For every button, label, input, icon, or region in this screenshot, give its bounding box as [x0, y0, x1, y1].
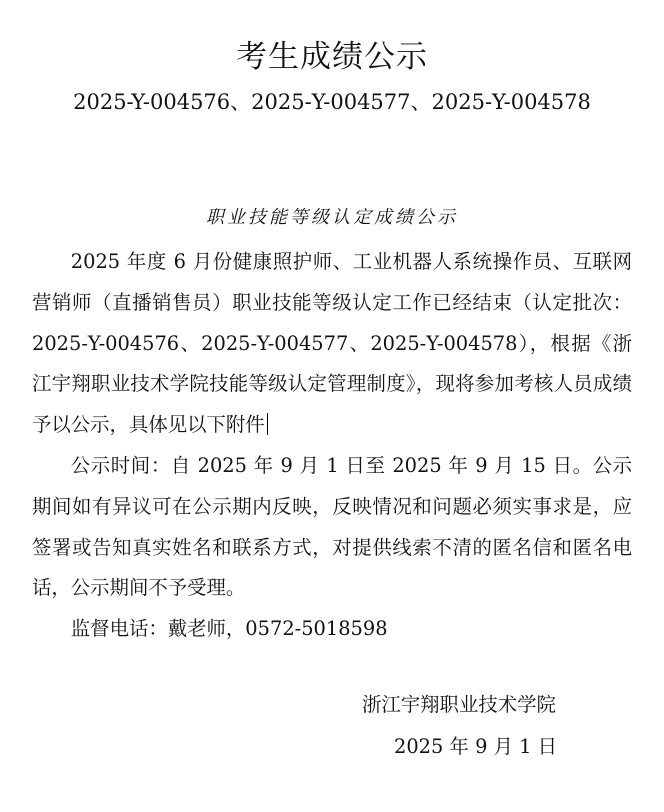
- section-heading: 职业技能等级认定成绩公示: [206, 207, 458, 228]
- paragraph-announcement: [32, 242, 632, 446]
- batch-numbers: 2025-Y-004576、2025-Y-004577、2025-Y-004578: [73, 90, 591, 114]
- text-cursor: [267, 413, 268, 435]
- paragraph-announcement-text: 2025 年度 6 月份健康照护师、工业机器人系统操作员、互联网营销师（直播销售员）职业技能等级认定工作已经结束（认定批次：2025-Y-004576、2025-Y-004577、2025-Y-004578），根据《浙江宇翔职业技术学院技能等级认定管理制度》，现将参加考核人员成绩予以公示，具体见以下附件: [32, 250, 632, 437]
- paragraph-publicity-period: 公示时间：自 2025 年 9 月 1 日至 2025 年 9 月 15 日。公示期间如有异议可在公示期内反映，反映情况和问题必须实事求是，应签署或告知真实姓名和联系方式，对提供线索不清的匿名信和匿名电话，公示期间不予受理。: [32, 453, 632, 600]
- signature-organization: 浙江宇翔职业技术学院: [362, 693, 556, 716]
- document-body: [32, 242, 632, 650]
- signature-date: 2025 年 9 月 1 日: [394, 735, 558, 758]
- paragraph-supervision-phone: 监督电话：戴老师，0572-5018598: [70, 617, 388, 641]
- document-title: 考生成绩公示: [236, 39, 428, 75]
